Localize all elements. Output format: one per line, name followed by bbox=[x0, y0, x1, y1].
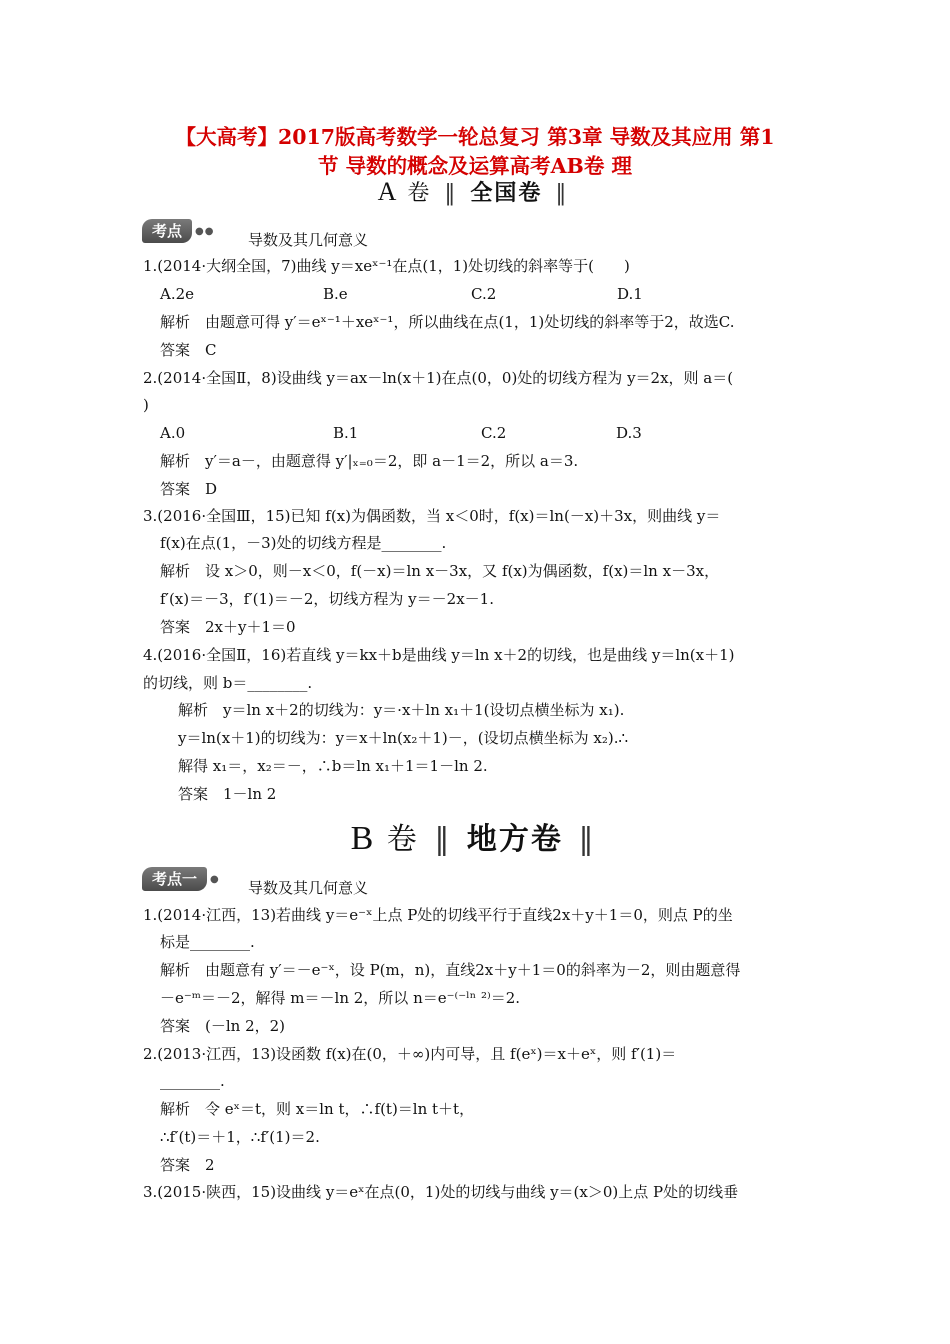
b2-analysis-line-1: 解析 令 eˣ＝t，则 x＝ln t，∴f(t)＝ln t＋t， bbox=[160, 1100, 475, 1118]
document-title-line-1: 【大高考】2017版高考数学一轮总复习 第3章 导数及其应用 第1 bbox=[175, 125, 775, 149]
a2-option-c: C.2 bbox=[481, 424, 507, 442]
topic-badge-a bbox=[142, 218, 214, 244]
section-a-letter: A bbox=[377, 177, 399, 206]
b1-analysis-line-1: 解析 由题意有 y′＝－e⁻ˣ，设 P(m，n)，直线2x＋y＋1＝0的斜率为－2，则由题意得 bbox=[160, 961, 741, 979]
a4-analysis-line-2: y＝ln(x＋1)的切线为：y＝x＋ln(x₂＋1)－，(设切点横坐标为 x₂).∴ bbox=[178, 729, 629, 747]
b1-answer: 答案 (－ln 2，2) bbox=[160, 1017, 286, 1035]
b2-analysis-line-2: ∴f′(t)＝＋1，∴f′(1)＝2. bbox=[160, 1128, 320, 1146]
a1-analysis: 解析 由题意可得 y′＝eˣ⁻¹＋xeˣ⁻¹，所以曲线在点(1，1)处切线的斜率等于2，故选C. bbox=[160, 313, 735, 331]
section-b-roll: 卷 bbox=[386, 822, 419, 857]
section-a-roll: 卷 bbox=[407, 181, 432, 206]
document-title-line-2: 节 导数的概念及运算高考AB卷 理 bbox=[317, 154, 632, 178]
section-a-name: 全国卷 bbox=[470, 180, 543, 206]
topic-a-title: 导数及其几何意义 bbox=[248, 231, 369, 249]
section-b-name: 地方卷 bbox=[466, 822, 563, 857]
section-a-heading bbox=[0, 176, 950, 207]
b1-analysis-line-2: －e⁻ᵐ＝－2，解得 m＝－ln 2，所以 n＝e⁻⁽⁻ˡⁿ ²⁾＝2. bbox=[160, 989, 521, 1007]
question-b1-line-2: 标是________. bbox=[160, 933, 255, 951]
question-b2-line-2: ________. bbox=[160, 1072, 225, 1090]
question-a1: 1.(2014·大纲全国，7)曲线 y＝xeˣ⁻¹在点(1，1)处切线的斜率等于( ) bbox=[143, 257, 630, 275]
question-b3-line-1: 3.(2015·陕西，15)设曲线 y＝eˣ在点(0，1)处的切线与曲线 y＝(x＞0)上点 P处的切线垂 bbox=[143, 1183, 739, 1201]
question-a4-line-2: 的切线，则 b＝________. bbox=[143, 674, 313, 692]
a2-option-b: B.1 bbox=[333, 424, 359, 442]
a4-answer: 答案 1－ln 2 bbox=[178, 785, 277, 803]
topic-badge-label: 考点 bbox=[142, 219, 192, 243]
topic-badge-dots: ● bbox=[210, 873, 220, 885]
a2-option-d: D.3 bbox=[616, 424, 642, 442]
a1-option-a: A.2e bbox=[160, 285, 195, 303]
topic-badge-b bbox=[142, 866, 220, 892]
a1-option-c: C.2 bbox=[471, 285, 497, 303]
question-a4-line-1: 4.(2016·全国Ⅱ，16)若直线 y＝kx＋b是曲线 y＝ln x＋2的切线，也是曲线 y＝ln(x＋1) bbox=[143, 646, 735, 664]
a2-option-a: A.0 bbox=[160, 424, 186, 442]
question-b2-line-1: 2.(2013·江西，13)设函数 f(x)在(0，＋∞)内可导，且 f(eˣ)＝x＋eˣ，则 f′(1)＝ bbox=[143, 1045, 677, 1063]
question-a3-line-2: f(x)在点(1，－3)处的切线方程是________. bbox=[160, 534, 447, 552]
section-b-heading bbox=[0, 814, 950, 858]
a4-analysis-line-1: 解析 y＝ln x＋2的切线为：y＝·x＋ln x₁＋1(设切点横坐标为 x₁). bbox=[178, 701, 625, 719]
a1-option-b: B.e bbox=[323, 285, 348, 303]
topic-badge-dots: ●● bbox=[195, 225, 215, 237]
a2-analysis: 解析 y′＝a－，由题意得 y′|ₓ₌₀＝2，即 a－1＝2，所以 a＝3. bbox=[160, 452, 579, 470]
a2-answer: 答案 D bbox=[160, 480, 218, 498]
a3-analysis-line-2: f′(x)＝－3，f′(1)＝－2，切线方程为 y＝－2x－1. bbox=[160, 590, 494, 608]
question-a2-line-1: 2.(2014·全国Ⅱ，8)设曲线 y＝ax－ln(x＋1)在点(0，0)处的切线方程为 y＝2x，则 a＝( bbox=[143, 369, 734, 387]
a3-analysis-line-1: 解析 设 x＞0，则－x＜0，f(－x)＝ln x－3x，又 f(x)为偶函数，f(x)＝ln x－3x， bbox=[160, 562, 720, 580]
question-a3-line-1: 3.(2016·全国Ⅲ，15)已知 f(x)为偶函数，当 x＜0时，f(x)＝ln(－x)＋3x，则曲线 y＝ bbox=[143, 507, 721, 525]
a3-answer: 答案 2x＋y＋1＝0 bbox=[160, 618, 296, 636]
question-a2-line-2: ) bbox=[143, 396, 149, 414]
section-a-separator: ‖ bbox=[444, 181, 458, 206]
b2-answer: 答案 2 bbox=[160, 1156, 215, 1174]
section-a-separator-end: ‖ bbox=[555, 181, 569, 206]
a1-answer: 答案 C bbox=[160, 341, 217, 359]
topic-badge-label: 考点一 bbox=[142, 867, 207, 891]
question-b1-line-1: 1.(2014·江西，13)若曲线 y＝e⁻ˣ上点 P处的切线平行于直线2x＋y＋1＝0，则点 P的坐 bbox=[143, 906, 733, 924]
section-b-letter: B bbox=[350, 820, 376, 857]
section-b-separator-end: ‖ bbox=[578, 822, 596, 857]
a4-analysis-line-3: 解得 x₁＝，x₂＝－，∴b＝ln x₁＋1＝1－ln 2. bbox=[178, 757, 488, 775]
a1-option-d: D.1 bbox=[617, 285, 643, 303]
topic-b-title: 导数及其几何意义 bbox=[248, 879, 369, 897]
section-b-separator: ‖ bbox=[434, 822, 452, 857]
